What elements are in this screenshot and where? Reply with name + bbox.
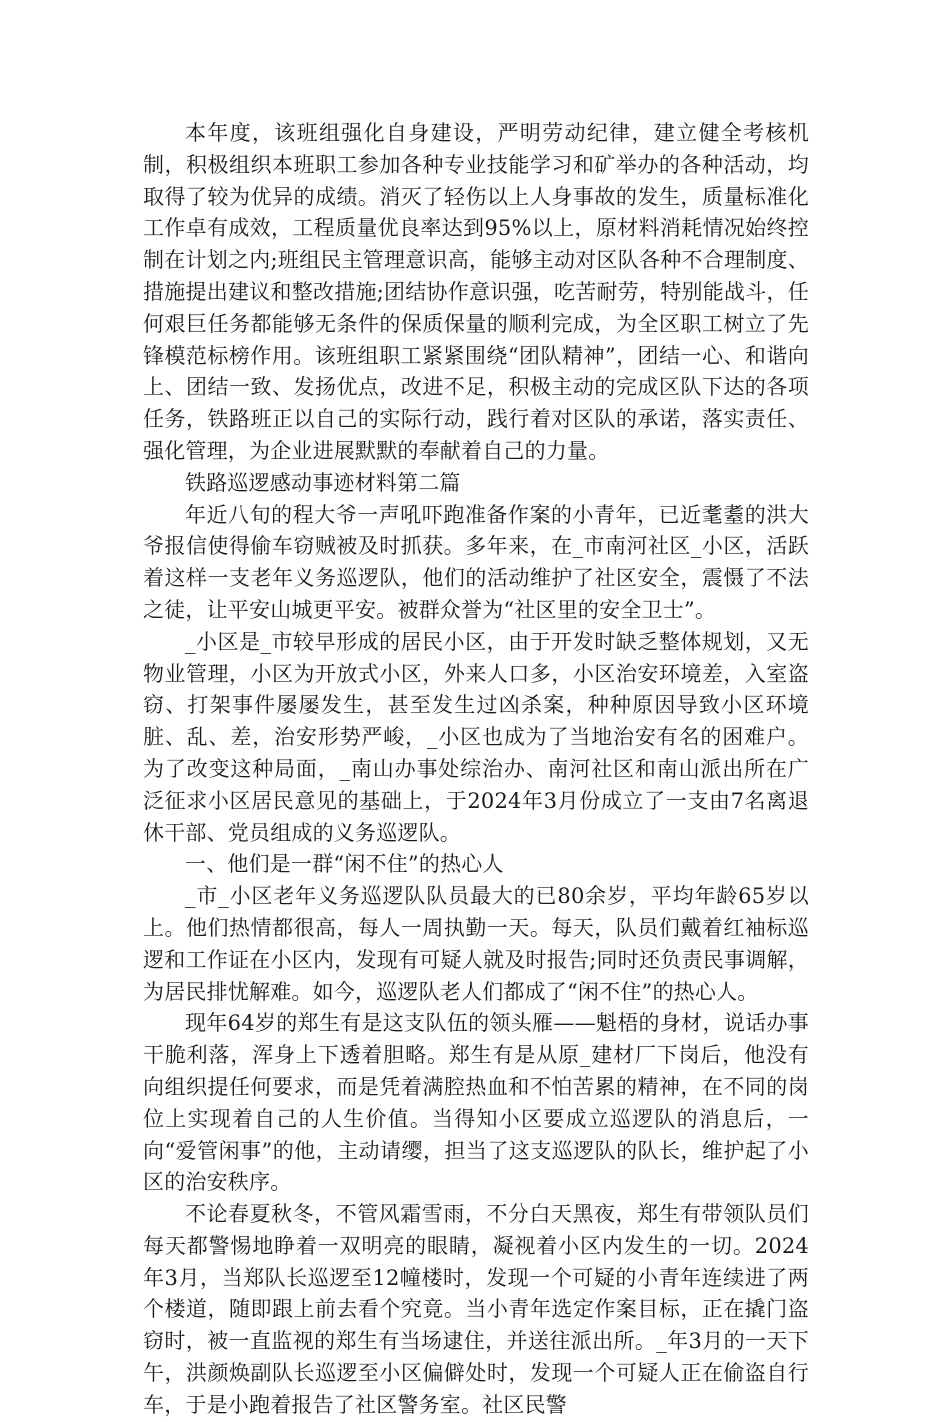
paragraph-patrol-intro: 年近八旬的程大爷一声吼吓跑准备作案的小青年，已近耄耋的洪大爷报信使得偷车窃贼被及时抓获。多年来，在_市南河社区_小区，活跃着这样一支老年义务巡逻队，他们的活动维护了社区安全，震慑了不法之徒，让平安山城更平安。被群众誉为“社区里的安全卫士”。 [143,502,809,622]
paragraph-community-background: _小区是_市较早形成的居民小区，由于开发时缺乏整体规划，又无物业管理，小区为开放式小区，外来人口多，小区治安环境差，入室盗窃、打架事件屡屡发生，甚至发生过凶杀案，种种原因导致小区环境脏、乱、差，治安形势严峻，_小区也成为了当地治安有名的困难户。为了改变这种局面，_南山办事处综治办、南河社区和南山派出所在广泛征求小区居民意见的基础上，于2024年3月份成立了一支由7名离退休干部、党员组成的义务巡逻队。 [143,629,809,845]
document-page [143,118,809,1422]
paragraph-patrol-members: _市_小区老年义务巡逻队队员最大的已80余岁，平均年龄65岁以上。他们热情都很高，每人一周执勤一天。每天，队员们戴着红袖标巡逻和工作证在小区内，发现有可疑人就及时报告;同时还负责民事调解，为居民排忧解难。如今，巡逻队老人们都成了“闲不住”的热心人。 [143,884,809,1004]
subsection-heading: 一、他们是一群“闲不住”的热心人 [185,852,504,877]
paragraph-team-leader: 现年64岁的郑生有是这支队伍的领头雁——魁梧的身材，说话办事干脆利落，浑身上下透着胆略。郑生有是从原_建材厂下岗后，他没有向组织提任何要求，而是凭着满腔热血和不怕苦累的精神，在不同的岗位上实现着自己的人生价值。当得知小区要成立巡逻队的消息后，一向“爱管闲事”的他，主动请缨，担当了这支巡逻队的队长，维护起了小区的治安秩序。 [143,1011,809,1195]
section-title: 铁路巡逻感动事迹材料第二篇 [185,470,461,495]
paragraph-team-achievements: 本年度，该班组强化自身建设，严明劳动纪律，建立健全考核机制，积极组织本班职工参加各种专业技能学习和矿举办的各种活动，均取得了较为优异的成绩。消灭了轻伤以上人身事故的发生，质量标准化工作卓有成效，工程质量优良率达到95%以上，原材料消耗情况始终控制在计划之内;班组民主管理意识高，能够主动对区队各种不合理制度、措施提出建议和整改措施;团结协作意识强，吃苦耐劳，特别能战斗，任何艰巨任务都能够无条件的保质保量的顺利完成，为全区职工树立了先锋模范标榜作用。该班组职工紧紧围绕“团队精神”，团结一心、和谐向上、团结一致、发扬优点，改进不足，积极主动的完成区队下达的各项任务，铁路班正以自己的实际行动，践行着对区队的承诺，落实责任、强化管理，为企业进展默默的奉献着自己的力量。 [143,121,809,463]
paragraph-patrol-incidents: 不论春夏秋冬，不管风霜雪雨，不分白天黑夜，郑生有带领队员们每天都警惕地睁着一双明亮的眼睛，凝视着小区内发生的一切。2024年3月，当郑队长巡逻至12幢楼时，发现一个可疑的小青年连续进了两个楼道，随即跟上前去看个究竟。当小青年选定作案目标，正在撬门盗窃时，被一直监视的郑生有当场逮住，并送往派出所。_年3月的一天下午，洪颜焕副队长巡逻至小区偏僻处时，发现一个可疑人正在偷盗自行车，于是小跑着报告了社区警务室。社区民警 [143,1202,809,1417]
